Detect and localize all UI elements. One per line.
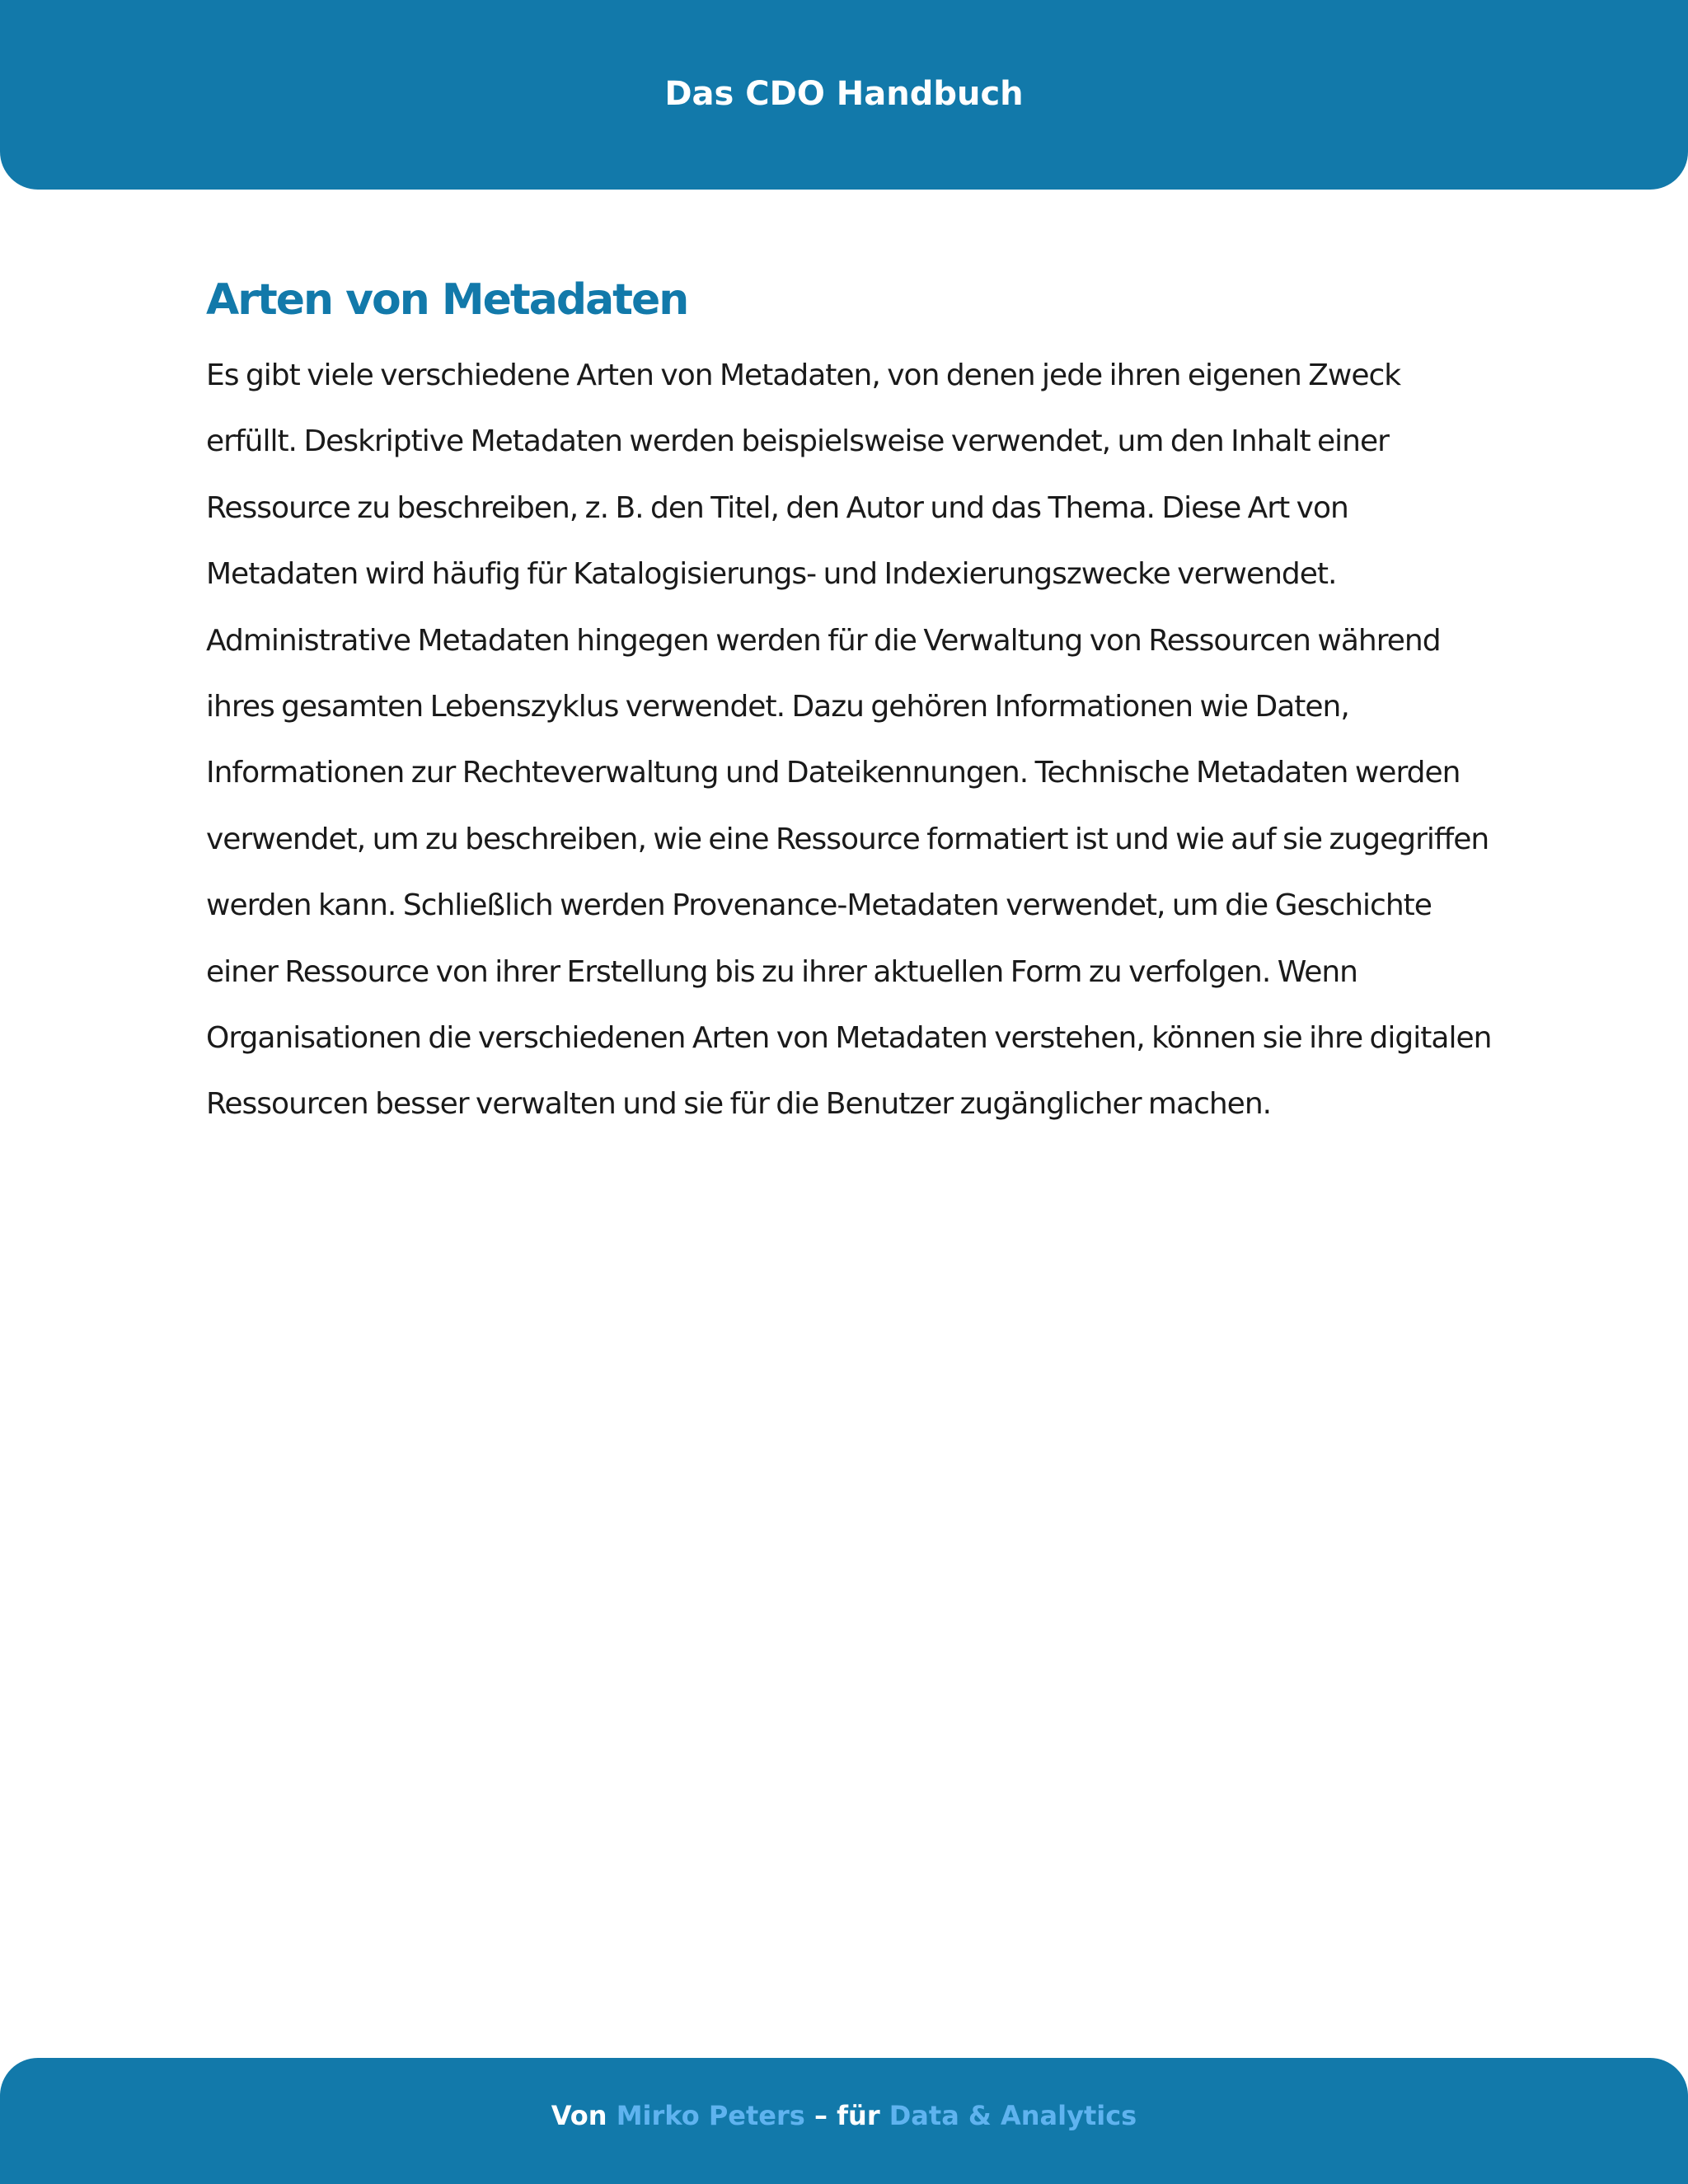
footer-author-link[interactable]: Mirko Peters xyxy=(616,2100,805,2131)
main-content xyxy=(206,265,1492,1138)
page-footer xyxy=(0,2058,1688,2184)
book-title: Das CDO Handbuch xyxy=(664,75,1024,113)
page-header xyxy=(0,0,1688,190)
footer-organization-link[interactable]: Data & Analytics xyxy=(889,2100,1137,2131)
footer-separator: – für xyxy=(814,2100,880,2131)
section-body-text: Es gibt viele verschiedene Arten von Metadaten, von denen jede ihren eigenen Zweck erfüllt. Deskriptive Metadaten werden beispielsweise verwendet, um den Inhalt einer Ressource zu beschreiben, z. B. den Titel, den Autor und das Thema. Diese Art von Metadaten wird häufig für Katalogisierungs- und Indexierungszwecke verwendet. Administrative Metadaten hingegen werden für die Verwaltung von Ressourcen während ihres gesamten Lebenszyklus verwendet. Dazu gehören Informationen wie Daten, Informationen zur Rechteverwaltung und Dateikennungen. Technische Metadaten werden verwendet, um zu beschreiben, wie eine Ressource formatiert ist und wie auf sie zugegriffen werden kann. Schließlich werden Provenance-Metadaten verwendet, um die Geschichte einer Ressource von ihrer Erstellung bis zu ihrer aktuellen Form zu verfolgen. Wenn Organisationen die verschiedenen Arten von Metadaten verstehen, können sie ihre digitalen Ressourcen besser verwalten und sie für die Benutzer zugänglicher machen. xyxy=(206,359,1492,1122)
section-heading: Arten von Metadaten xyxy=(206,275,688,325)
footer-prefix: Von xyxy=(551,2100,607,2131)
footer-credit xyxy=(0,2093,1688,2139)
